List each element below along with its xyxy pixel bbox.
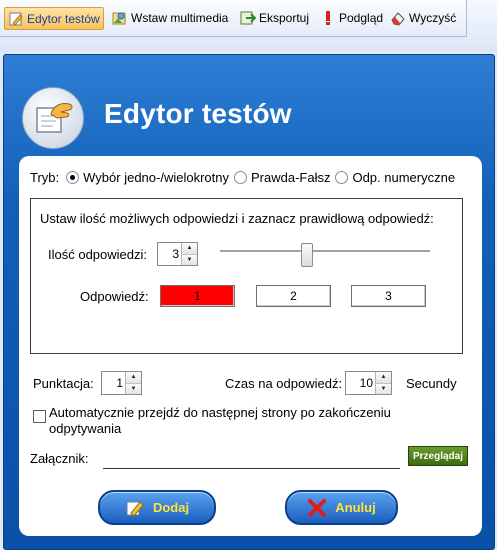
answer-button-3[interactable]: 3 [351, 285, 426, 307]
toolbar-item-label: Edytor testów [27, 11, 100, 26]
toolbar-item-label: Eksportuj [259, 11, 310, 25]
answer-count-slider-track[interactable] [220, 250, 430, 253]
toolbar-item-label: Wstaw multimedia [131, 11, 229, 25]
scoring-value: 1 [116, 376, 123, 390]
cancel-button[interactable] [285, 490, 398, 525]
toolbar-item-label: Wyczyść [409, 11, 457, 25]
radio-true-false[interactable] [234, 171, 247, 184]
multimedia-icon [112, 10, 128, 26]
mode-option-label: Wybór jedno-/wielokrotny [83, 170, 229, 185]
answer-count-value: 3 [172, 247, 179, 261]
radio-single-multi[interactable] [66, 171, 79, 184]
mode-label: Tryb: [30, 170, 60, 185]
answers-instruction: Ustaw ilość możliwych odpowiedzi i zaznacz prawidłową odpowiedź: [40, 211, 434, 226]
attachment-label: Załącznik: [30, 451, 89, 466]
stepper-down-arrow-icon[interactable]: ▼ [376, 383, 391, 395]
answer-button-2[interactable]: 2 [256, 285, 331, 307]
mode-option-numeric[interactable] [335, 170, 455, 185]
toolbar-wyczysc-button[interactable] [390, 8, 456, 28]
scoring-stepper[interactable] [101, 371, 142, 395]
toolbar-eksportuj-button[interactable] [240, 8, 309, 28]
browse-button[interactable]: Przeglądaj [408, 446, 468, 466]
stepper-down-arrow-icon[interactable]: ▼ [126, 383, 141, 395]
attachment-input-underline [103, 468, 400, 469]
mode-row [30, 170, 455, 185]
answer-count-label: Ilość odpowiedzi: [48, 247, 147, 262]
page-title: Edytor testów [104, 98, 292, 129]
mode-option-label: Odp. numeryczne [352, 170, 456, 185]
time-stepper[interactable] [345, 371, 392, 395]
exclamation-icon [320, 10, 336, 26]
mode-option-label: Prawda-Fałsz [250, 170, 331, 185]
toolbar [0, 0, 497, 52]
stepper-up-arrow-icon[interactable]: ▲ [376, 372, 391, 383]
export-icon [240, 10, 256, 26]
header-icon-badge [22, 87, 84, 149]
pencil-add-icon [125, 498, 145, 518]
answer-button-1[interactable]: 1 [160, 285, 235, 307]
add-button-label: Dodaj [152, 500, 190, 515]
clear-icon [390, 10, 406, 26]
answer-count-slider-handle[interactable] [301, 243, 313, 267]
mode-option-true-false[interactable] [234, 170, 335, 185]
stepper-up-arrow-icon[interactable]: ▲ [126, 372, 141, 383]
cancel-button-label: Anuluj [335, 500, 376, 515]
mode-option-single-multi[interactable] [66, 170, 234, 185]
toolbar-edytor-testow-button[interactable] [4, 7, 104, 30]
edit-icon [8, 11, 24, 27]
answer-count-stepper[interactable] [157, 242, 198, 266]
time-value: 10 [359, 376, 373, 390]
radio-numeric[interactable] [335, 171, 348, 184]
time-label: Czas na odpowiedź: [225, 376, 343, 391]
add-button[interactable] [98, 490, 216, 525]
close-icon [307, 498, 327, 518]
scoring-label: Punktacja: [33, 376, 94, 391]
hand-pencil-icon [23, 88, 83, 148]
stepper-down-arrow-icon[interactable]: ▼ [182, 254, 197, 266]
attachment-input[interactable] [103, 448, 400, 466]
toolbar-podglad-button[interactable] [320, 8, 383, 28]
time-unit-label: Secundy [406, 376, 457, 391]
auto-next-checkbox[interactable] [33, 410, 46, 423]
stepper-up-arrow-icon[interactable]: ▲ [182, 243, 197, 254]
toolbar-wstaw-multimedia-button[interactable] [112, 8, 228, 28]
toolbar-item-label: Podgląd [339, 11, 384, 25]
answers-label: Odpowiedź: [80, 289, 149, 304]
auto-next-label: Automatycznie przejdź do następnej strony po zakończeniu odpytywania [49, 405, 391, 436]
